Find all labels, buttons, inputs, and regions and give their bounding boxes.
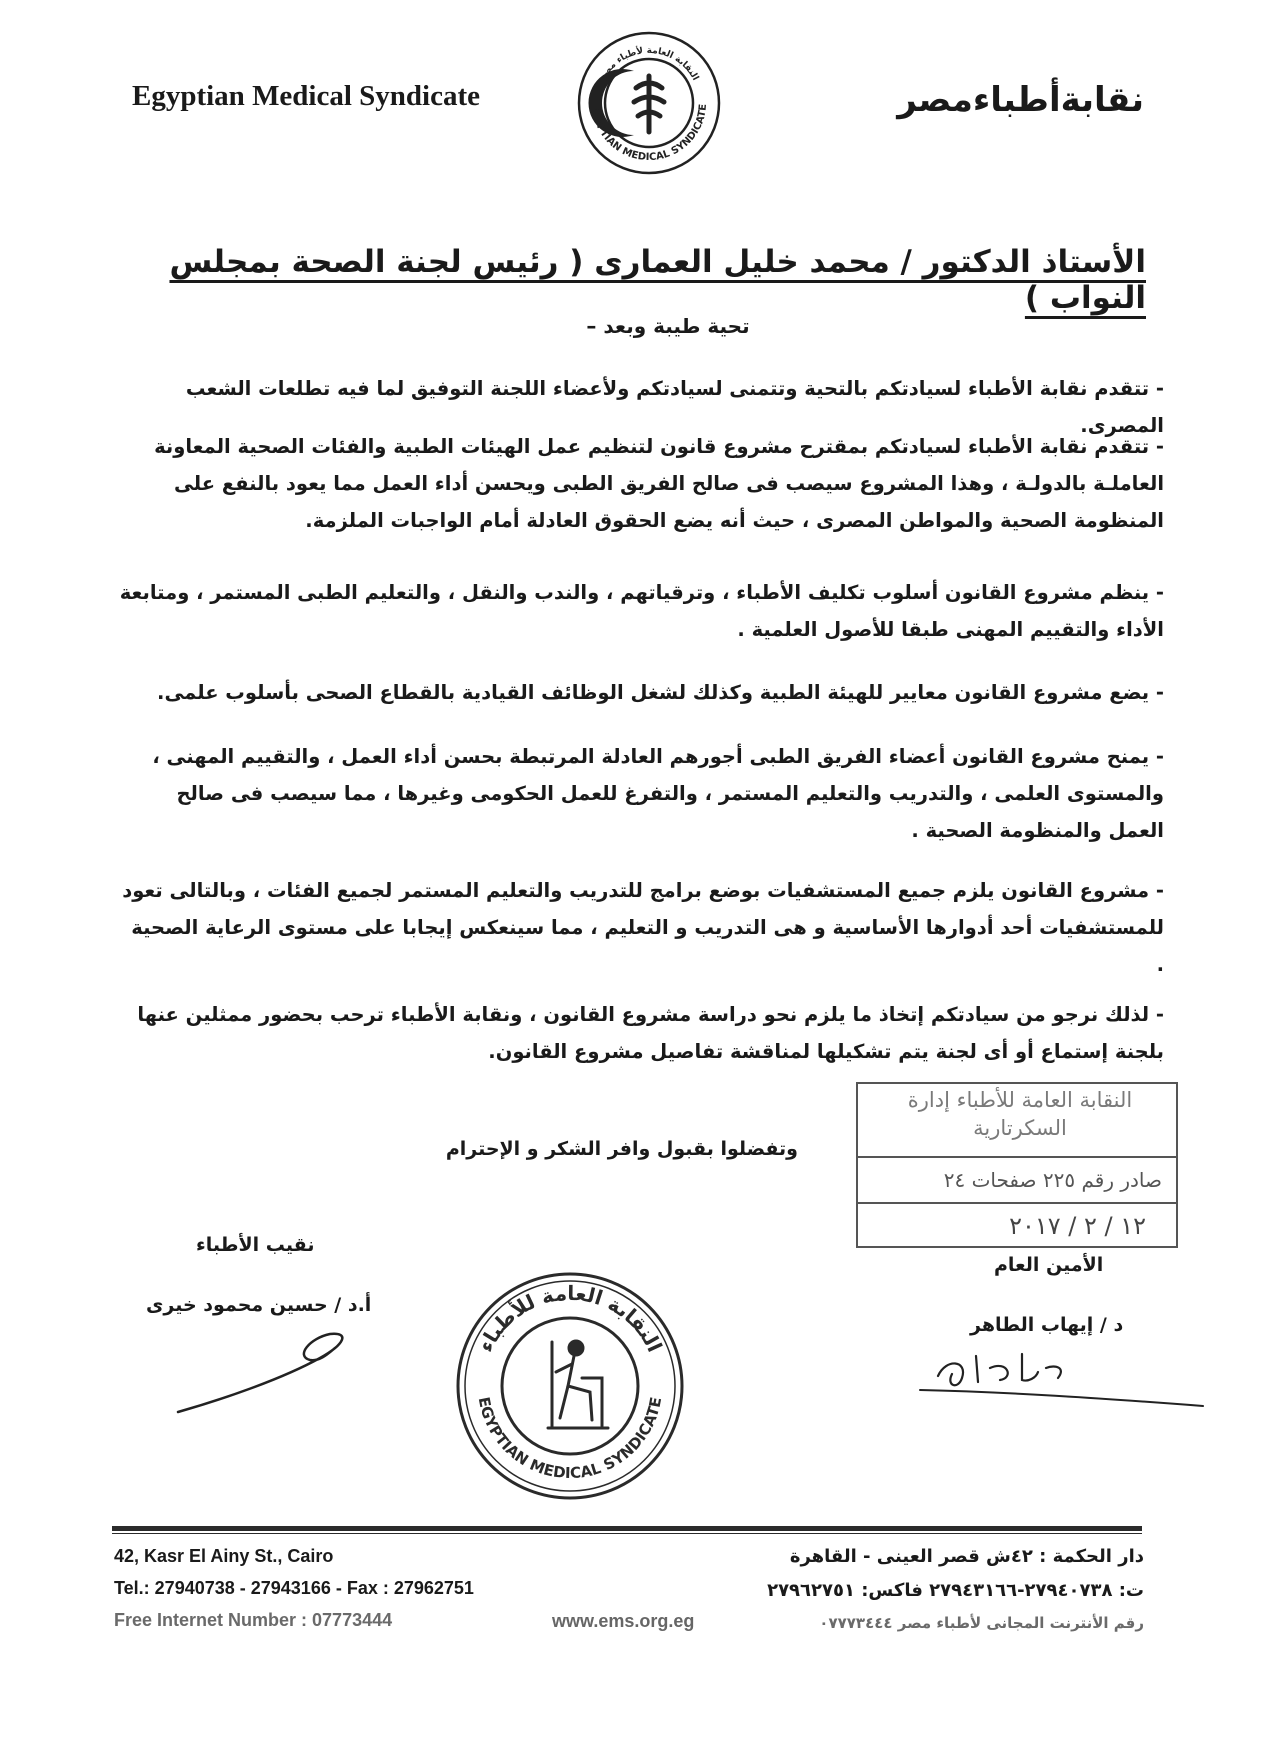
footer-divider-thin xyxy=(112,1533,1142,1534)
closing-line: وتفضلوا بقبول وافر الشكر و الإحترام xyxy=(445,1138,798,1160)
footer-phones-english: Tel.: 27940738 - 27943166 - Fax : 27962751 xyxy=(114,1578,474,1598)
secretary-signature xyxy=(918,1338,1208,1410)
footer-internet-arabic: رقم الأنترنت المجانى لأطباء مصر ٠٧٧٧٣٤٤٤ xyxy=(819,1614,1144,1632)
president-name: أ.د / حسين محمود خيرى xyxy=(146,1294,372,1316)
logo-ring-english: EGYPTIAN MEDICAL SYNDICATE xyxy=(588,103,710,164)
footer-phones-arabic: ت: ٢٧٩٤٠٧٣٨-٢٧٩٤٣١٦٦ فاكس: ٢٧٩٦٢٧٥١ xyxy=(767,1580,1144,1601)
footer-website: www.ems.org.eg xyxy=(552,1611,695,1631)
logo-ring-arabic: النقابة العامة لأطباء مصر xyxy=(597,45,701,83)
greeting: تحية طيبة وبعد – xyxy=(586,314,750,338)
secretary-title: الأمين العام xyxy=(994,1254,1104,1276)
registration-date: ١٢ / ٢ / ٢٠١٧ xyxy=(1009,1212,1146,1240)
footer-address-arabic: دار الحكمة : ٤٢ش قصر العينى - القاهرة xyxy=(789,1546,1144,1567)
registration-outgoing-number: صادر رقم ٢٢٥ صفحات ٢٤ xyxy=(943,1168,1162,1192)
president-title: نقيب الأطباء xyxy=(196,1234,315,1256)
paragraph-3: - ينظم مشروع القانون أسلوب تكليف الأطباء ، وترقياتهم ، والندب والنقل ، والتعليم الطبى المستمر ، ومتابعة الأداء والتقييم المهنى طبقا للأصول العلمية . xyxy=(119,581,1164,641)
paragraph-1: - تتقدم نقابة الأطباء لسيادتكم بالتحية وتتمنى لسيادتكم ولأعضاء اللجنة التوفيق لما فيه تطلعات الشعب المصرى. xyxy=(185,377,1164,437)
syndicate-seal-stamp xyxy=(452,1268,688,1504)
footer-internet-english: Free Internet Number : 07773444 xyxy=(114,1610,393,1630)
addressee-line: الأستاذ الدكتور / محمد خليل العمارى ( رئيس لجنة الصحة بمجلس النواب ) xyxy=(169,244,1146,316)
paragraph-4: - يضع مشروع القانون معايير للهيئة الطبية وكذلك لشغل الوظائف القيادية بالقطاع الصحى بأسلوب علمى. xyxy=(157,681,1164,704)
syndicate-logo xyxy=(574,28,724,178)
org-name-english: Egyptian Medical Syndicate xyxy=(132,80,481,112)
footer-address-english: 42, Kasr El Ainy St., Cairo xyxy=(114,1546,334,1566)
paragraph-2: - تتقدم نقابة الأطباء لسيادتكم بمقترح مشروع قانون لتنظيم عمل الهيئات الطبية والفئات الصحية المعاونة العاملـة بالدولـة ، وهذا المشروع سيصب فى صالح الفريق الطبى ويحسن أداء العمل مما يعود بالنفع على المنظومة الصحية والمواطن المصرى ، حيث أنه يضع الحقوق العادلة أمام الواجبات الملزمة. xyxy=(154,435,1164,532)
registration-stamp-title: النقابة العامة للأطباء إدارة السكرتارية xyxy=(907,1088,1133,1140)
footer-divider xyxy=(112,1526,1142,1531)
paragraph-5: - يمنح مشروع القانون أعضاء الفريق الطبى أجورهم العادلة المرتبطة بحسن أداء العمل ، والتقييم المهنى ، والمستوى العلمى ، والتدريب والتعليم المستمر ، والتفرغ للعمل الحكومى وغيرها ، مما سيصب فى صالح العمل والمنظومة الصحية . xyxy=(152,745,1164,842)
president-signature xyxy=(170,1330,370,1420)
seal-english-text: EGYPTIAN MEDICAL SYNDICATE xyxy=(474,1395,666,1483)
org-name-arabic: نقابةأطباءمصر xyxy=(897,80,1144,120)
paragraph-6: - مشروع القانون يلزم جميع المستشفيات بوضع برامج للتدريب والتعليم المستمر لجميع الفئات ، وبالتالى تعود للمستشفيات أحد أدوارها الأساسية و هى التدريب و التعليم ، مما سينعكس إيجابا على مستوى الرعاية الصحية . xyxy=(122,879,1164,976)
svg-text:EGYPTIAN MEDICAL SYNDICATE xyxy=(475,1396,666,1483)
seal-arabic-text: النقابة العامة للأطباء xyxy=(473,1280,668,1356)
registration-stamp xyxy=(856,1082,1178,1248)
secretary-name: د / إيهاب الطاهر xyxy=(970,1314,1124,1336)
paragraph-7: - لذلك نرجو من سيادتكم إتخاذ ما يلزم نحو دراسة مشروع القانون ، ونقابة الأطباء ترحب بحضور ممثلين عنها بلجنة إستماع أو أى لجنة يتم تشكيلها لمناقشة تفاصيل مشروع القانون. xyxy=(137,1003,1164,1063)
